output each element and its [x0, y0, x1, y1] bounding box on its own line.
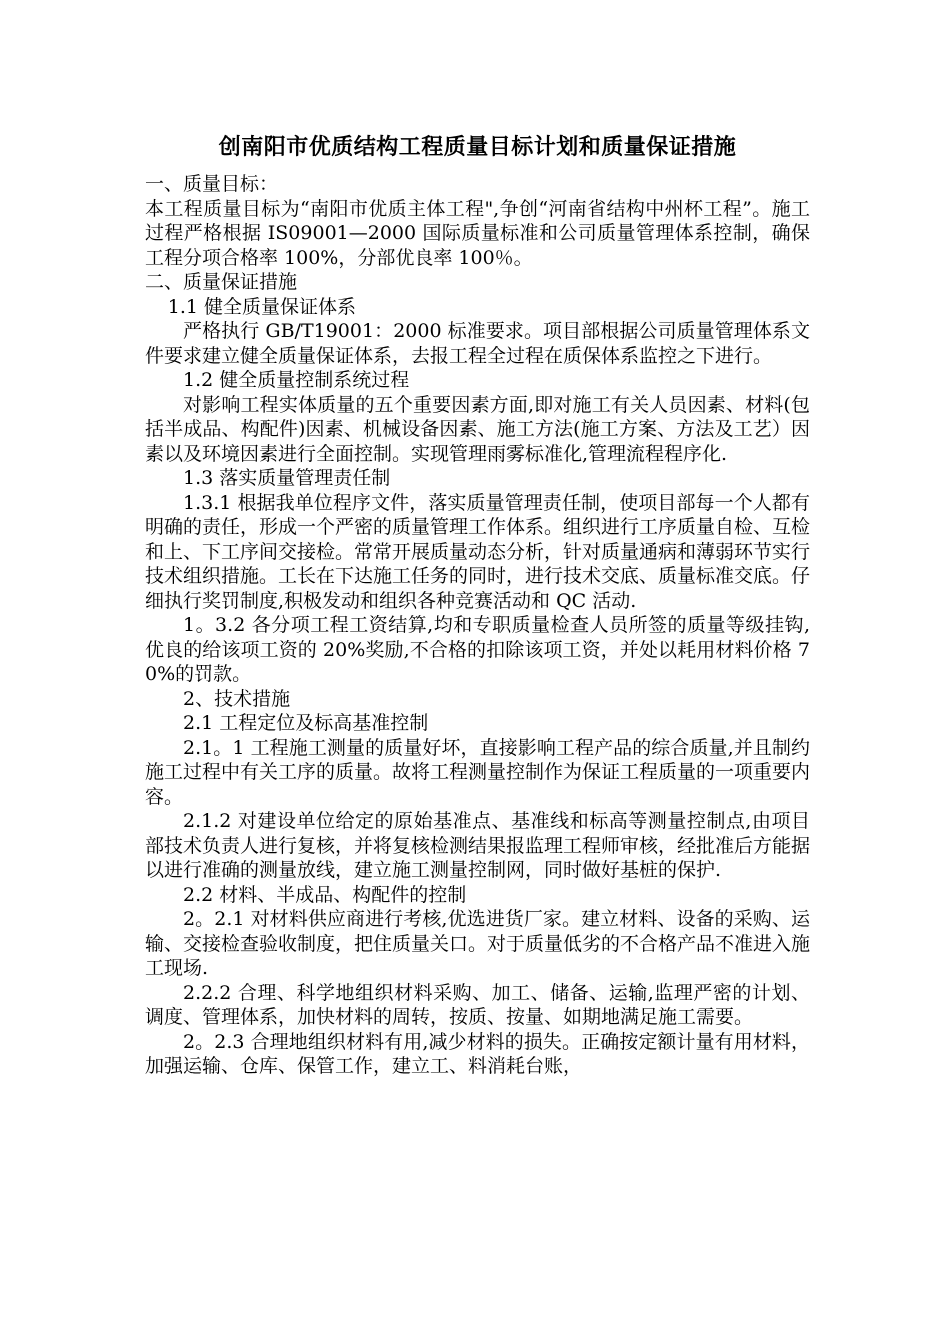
- paragraph-2-1-1: 2.1。1 工程施工测量的质量好坏，直接影响工程产品的综合质量,并且制约施工过程中有关工序的质量。故将工程测量控制作为保证工程质量的一项重要内容。: [145, 736, 811, 808]
- subheading-2-1: 2.1 工程定位及标高基准控制: [183, 712, 429, 734]
- paragraph-2-2-3: 2。2.3 合理地组织材料有用,减少材料的损失。正确按定额计量有用材料，加强运输、仓库、保管工作，建立工、料消耗台账，: [145, 1030, 810, 1077]
- paragraph-1-3-2: 1。3.2 各分项工程工资结算,均和专职质量检查人员所签的质量等级挂钩,优良的给该项工资的 20%奖励,不合格的扣除该项工资，并处以耗用材料价格 70%的罚款。: [145, 614, 810, 685]
- document-title: 创南阳市优质结构工程质量目标计划和质量保证措施: [218, 134, 737, 160]
- paragraph-2-1-2: 2.1.2 对建设单位给定的原始基准点、基准线和标高等测量控制点,由项目部技术负责人进行复核，并将复核检测结果报监理工程师审核，经批准后方能据以进行准确的测量放线，建立施工测量控制网，同时做好基桩的保护.: [145, 810, 811, 881]
- section-heading-quality-goal: 一、质量目标：: [145, 173, 279, 195]
- section-heading-quality-measures: 二、质量保证措施: [145, 271, 298, 293]
- subheading-1-2: 1.2 健全质量控制系统过程: [183, 369, 410, 391]
- paragraph-1-3-1: 1.3.1 根据我单位程序文件，落实质量管理责任制，使项目部每一个人都有明确的责任，形成一个严密的质量管理工作体系。组织进行工序质量自检、互检和上、下工序间交接检。常常开展质量动态分析，针对质量通病和薄弱环节实行技术组织措施。工长在下达施工任务的同时，进行技术交底、质量标准交底。仔细执行奖罚制度,积极发动和组织各种竞赛活动和 QC 活动.: [145, 491, 811, 612]
- subheading-1-3: 1.3 落实质量管理责任制: [183, 467, 391, 489]
- paragraph-2-2-2: 2.2.2 合理、科学地组织材料采购、加工、储备、运输,监理严密的计划、调度、管理体系，加快材料的周转，按质、按量、如期地满足施工需要。: [145, 981, 810, 1028]
- paragraph-1-1: 严格执行 GB/T19001：2000 标准要求。项目部根据公司质量管理体系文件要求建立健全质量保证体系，去报工程全过程在质保体系监控之下进行。: [145, 320, 810, 367]
- section-heading-technical-measures: 2、技术措施: [183, 687, 291, 710]
- paragraph-1-2: 对影响工程实体质量的五个重要因素方面,即对施工有关人员因素、材料(包括半成品、构配件)因素、机械设备因素、施工方法(施工方案、方法及工艺）因素以及环境因素进行全面控制。实现管理雨雾标准化,管理流程程序化.: [145, 393, 810, 465]
- subheading-2-2: 2.2 材料、半成品、构配件的控制: [183, 883, 467, 906]
- subheading-1-1: 1.1 健全质量保证体系: [167, 295, 357, 318]
- paragraph-quality-goal: 本工程质量目标为“南阳市优质主体工程",争创“河南省结构中州杯工程”。施工过程严格根据 IS09001—2000 国际质量标准和公司质量管理体系控制，确保工程分项合格率 100%，分部优良率 100％。: [145, 197, 810, 269]
- document-page: [145, 132, 810, 1079]
- paragraph-2-2-1: 2。2.1 对材料供应商进行考核,优选进货厂家。建立材料、设备的采购、运输、交接检查验收制度，把住质量关口。对于质量低劣的不合格产品不准进入施工现场.: [145, 908, 811, 979]
